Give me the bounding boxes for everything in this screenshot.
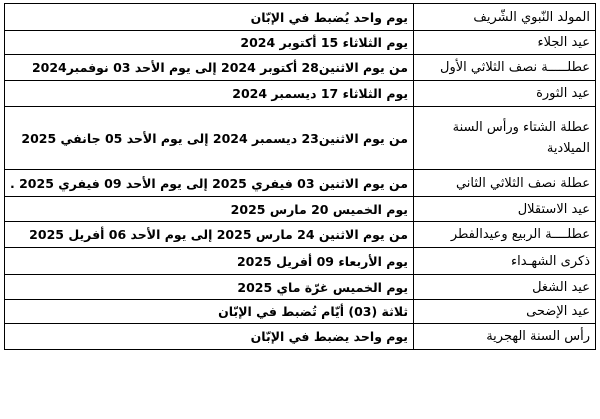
holiday-date: يوم واحد يُضبط في الإبّان bbox=[5, 4, 414, 31]
table-row bbox=[5, 248, 596, 275]
holiday-name: رأس السنة الهجرية bbox=[414, 324, 596, 350]
holiday-date: من يوم الاثنين23 ديسمبر 2024 إلى يوم الأحد 05 جانفي 2025 bbox=[5, 107, 414, 170]
table-row bbox=[5, 324, 596, 350]
holiday-name: عيد الاستقلال bbox=[414, 197, 596, 222]
holiday-date: يوم واحد يضبط في الإبّان bbox=[5, 324, 414, 350]
holiday-name: عطلة نصف الثلاثي الثاني bbox=[414, 170, 596, 197]
holiday-name: عطلــــة الربيع وعيدالفطر bbox=[414, 222, 596, 248]
holiday-date: من يوم الاثنين 03 فيفري 2025 إلى يوم الأحد 09 فيفري 2025 . bbox=[5, 170, 414, 197]
holiday-name: عيد الجلاء bbox=[414, 31, 596, 55]
holiday-date: من يوم الاثنين28 أكتوبر 2024 إلى يوم الأحد 03 نوفمبر2024 bbox=[5, 55, 414, 81]
holiday-date: من يوم الاثنين 24 مارس 2025 إلى يوم الأحد 06 أفريل 2025 bbox=[5, 222, 414, 248]
table-row bbox=[5, 55, 596, 81]
table-row bbox=[5, 275, 596, 300]
holiday-date: يوم الخميس 20 مارس 2025 bbox=[5, 197, 414, 222]
table-row bbox=[5, 197, 596, 222]
table-row bbox=[5, 31, 596, 55]
holiday-name: عيد الشغل bbox=[414, 275, 596, 300]
table-row bbox=[5, 4, 596, 31]
holiday-name: المولد النّبوي الشّريف bbox=[414, 4, 596, 31]
holiday-date: يوم الثلاثاء 15 أكتوبر 2024 bbox=[5, 31, 414, 55]
holiday-date: ثلاثة (03) أيّام تُضبط في الإبّان bbox=[5, 300, 414, 324]
holiday-date: يوم الأربعاء 09 أفريل 2025 bbox=[5, 248, 414, 275]
holiday-date: يوم الخميس غرّة ماي 2025 bbox=[5, 275, 414, 300]
table-row bbox=[5, 170, 596, 197]
table-row bbox=[5, 107, 596, 170]
table-row bbox=[5, 222, 596, 248]
holiday-name: ذكرى الشهـداء bbox=[414, 248, 596, 275]
table-row bbox=[5, 81, 596, 107]
holiday-name: عطلـــــة نصف الثلاثي الأول bbox=[414, 55, 596, 81]
holiday-name: عيد الإضحى bbox=[414, 300, 596, 324]
table-row bbox=[5, 300, 596, 324]
holidays-table bbox=[4, 3, 596, 350]
holiday-name: عطلة الشتاء ورأس السنة الميلادية bbox=[414, 107, 596, 170]
holiday-date: يوم الثلاثاء 17 ديسمبر 2024 bbox=[5, 81, 414, 107]
holiday-name: عيد الثورة bbox=[414, 81, 596, 107]
